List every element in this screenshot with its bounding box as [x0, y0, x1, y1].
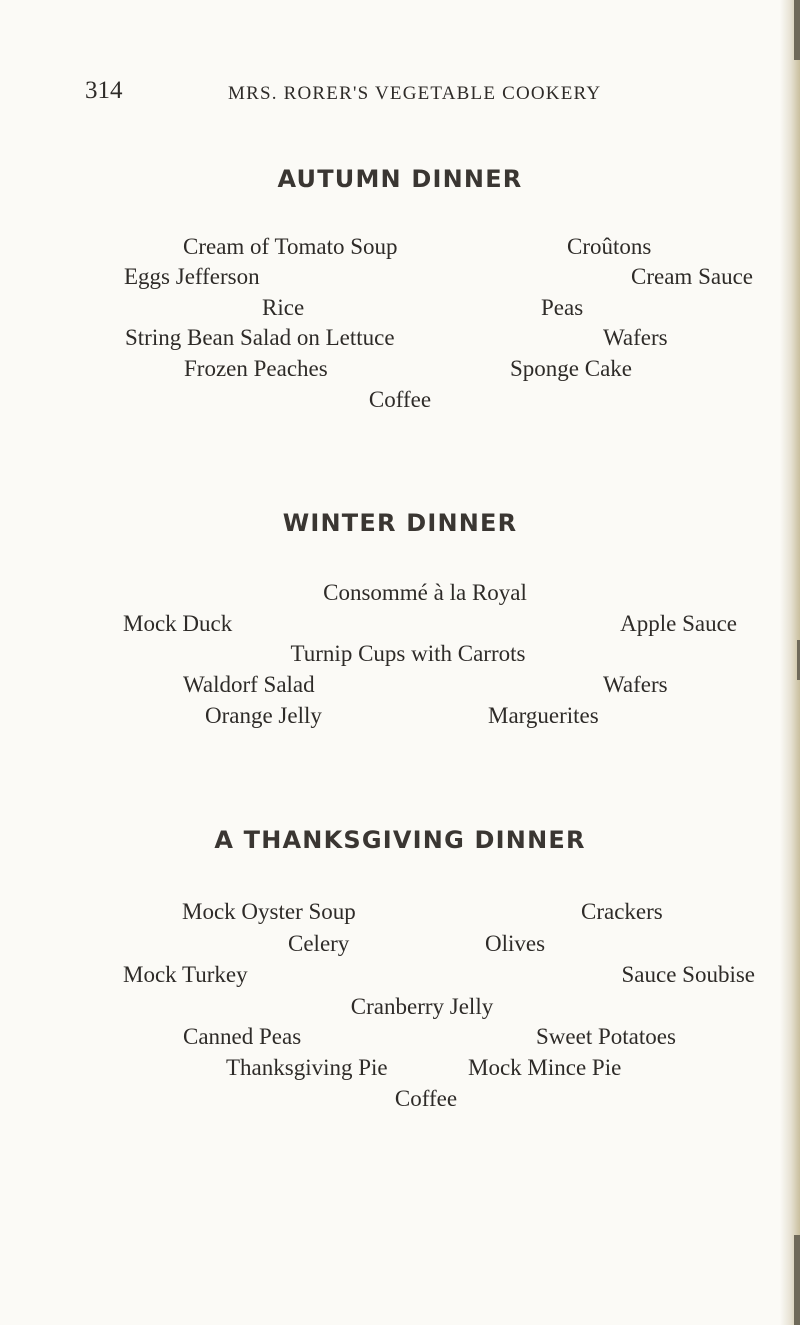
running-title: MRS. RORER'S VEGETABLE COOKERY — [228, 83, 602, 104]
menu-item: Croûtons — [567, 234, 652, 259]
menu-item: Rice — [262, 295, 305, 320]
menu-item: Cream of Tomato Soup — [183, 234, 398, 259]
page-header — [0, 77, 800, 117]
page-edge-mark — [794, 0, 800, 60]
menu-heading: AUTUMN DINNER — [277, 165, 523, 193]
menu-item: Sauce Soubise — [621, 962, 755, 987]
menu-item: Mock Duck — [123, 611, 233, 636]
menu-item: String Bean Salad on Lettuce — [125, 325, 395, 350]
menu-item: Thanksgiving Pie — [226, 1055, 388, 1080]
menu-item: Orange Jelly — [205, 703, 322, 728]
menu-item: Mock Oyster Soup — [182, 899, 356, 924]
menu-item: Canned Peas — [183, 1024, 302, 1049]
menu-heading: A THANKSGIVING DINNER — [214, 826, 586, 854]
menu-item: Sweet Potatoes — [536, 1024, 676, 1049]
menu-item: Wafers — [603, 672, 668, 697]
menu-item: Marguerites — [488, 703, 599, 728]
menu-item: Consommé à la Royal — [323, 580, 527, 605]
menu-item: Mock Turkey — [123, 962, 248, 987]
menu-item: Coffee — [368, 387, 432, 412]
menu-heading: WINTER DINNER — [282, 509, 518, 537]
menu-item: Peas — [541, 295, 584, 320]
menu-item: Coffee — [394, 1086, 458, 1111]
menu-item: Frozen Peaches — [184, 356, 328, 381]
menu-item: Apple Sauce — [620, 611, 737, 636]
menu-item: Cream Sauce — [631, 264, 753, 289]
menu-item: Cranberry Jelly — [350, 994, 494, 1019]
menu-item: Wafers — [603, 325, 668, 350]
page-number: 314 — [85, 77, 123, 104]
menu-item: Turnip Cups with Carrots — [290, 641, 526, 666]
menu-item: Crackers — [581, 899, 663, 924]
page-edge-mark — [794, 1235, 800, 1325]
menu-item: Eggs Jefferson — [124, 264, 260, 289]
menu-item: Waldorf Salad — [183, 672, 315, 697]
menu-item: Olives — [485, 931, 546, 956]
menu-item: Mock Mince Pie — [468, 1055, 622, 1080]
menu-item: Celery — [288, 931, 350, 956]
menu-item: Sponge Cake — [510, 356, 633, 381]
